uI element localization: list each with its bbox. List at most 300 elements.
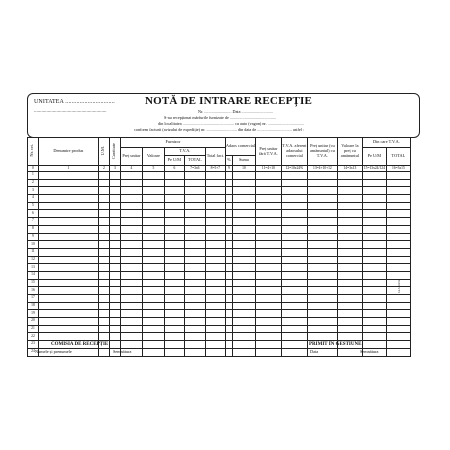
table-cell bbox=[255, 202, 281, 210]
table-cell bbox=[205, 310, 225, 318]
table-cell bbox=[225, 295, 232, 303]
table-cell bbox=[307, 210, 337, 218]
table-cell bbox=[120, 172, 142, 180]
table-cell bbox=[120, 256, 142, 264]
column-number: 1 bbox=[38, 166, 98, 172]
table-cell bbox=[120, 218, 142, 226]
table-cell bbox=[142, 341, 164, 349]
table-cell bbox=[142, 302, 164, 310]
table-cell bbox=[307, 264, 337, 272]
table-cell bbox=[184, 210, 205, 218]
table-cell bbox=[386, 310, 410, 318]
table-cell bbox=[98, 202, 109, 210]
table-cell bbox=[142, 264, 164, 272]
column-number: 9 bbox=[225, 166, 232, 172]
table-cell bbox=[120, 179, 142, 187]
row-number: 15 bbox=[28, 279, 39, 287]
table-cell bbox=[225, 318, 232, 326]
table-cell bbox=[225, 202, 232, 210]
table-row bbox=[28, 302, 411, 310]
table-row bbox=[28, 179, 411, 187]
row-number: 9 bbox=[28, 233, 39, 241]
table-cell bbox=[38, 187, 98, 195]
table-cell bbox=[120, 225, 142, 233]
table-cell bbox=[255, 248, 281, 256]
table-cell bbox=[255, 295, 281, 303]
row-number: 18 bbox=[28, 302, 39, 310]
table-cell bbox=[120, 333, 142, 341]
table-cell bbox=[38, 202, 98, 210]
table-cell bbox=[307, 241, 337, 249]
table-cell bbox=[225, 325, 232, 333]
table-cell bbox=[386, 318, 410, 326]
row-number: 11 bbox=[28, 248, 39, 256]
table-cell bbox=[98, 264, 109, 272]
column-number: 14=3x13 bbox=[337, 166, 362, 172]
table-cell bbox=[184, 348, 205, 356]
row-number: 19 bbox=[28, 310, 39, 318]
table-cell bbox=[337, 333, 362, 341]
table-row bbox=[28, 333, 411, 341]
table-cell bbox=[205, 195, 225, 203]
table-cell bbox=[109, 318, 120, 326]
table-cell bbox=[98, 271, 109, 279]
table-cell bbox=[307, 333, 337, 341]
table-cell bbox=[281, 248, 307, 256]
table-cell bbox=[142, 279, 164, 287]
table-cell bbox=[109, 287, 120, 295]
table-cell bbox=[281, 202, 307, 210]
table-cell bbox=[38, 333, 98, 341]
table-cell bbox=[281, 318, 307, 326]
table-cell bbox=[281, 187, 307, 195]
table-cell bbox=[307, 233, 337, 241]
table-cell bbox=[164, 225, 184, 233]
table-cell bbox=[281, 325, 307, 333]
table-row bbox=[28, 318, 411, 326]
table-cell bbox=[255, 271, 281, 279]
row-number: 12 bbox=[28, 256, 39, 264]
table-cell bbox=[38, 279, 98, 287]
table-cell bbox=[337, 256, 362, 264]
table-cell bbox=[98, 225, 109, 233]
table-cell bbox=[184, 248, 205, 256]
table-cell bbox=[307, 256, 337, 264]
table-cell bbox=[205, 279, 225, 287]
table-cell bbox=[307, 202, 337, 210]
table-cell bbox=[337, 218, 362, 226]
table-cell bbox=[98, 187, 109, 195]
table-row bbox=[28, 233, 411, 241]
table-cell bbox=[184, 341, 205, 349]
header-supplier: Furnizor bbox=[120, 138, 225, 148]
table-cell bbox=[142, 210, 164, 218]
table-cell bbox=[164, 241, 184, 249]
table-cell bbox=[307, 187, 337, 195]
signature-label-1: Semnătura bbox=[113, 349, 132, 354]
table-cell bbox=[205, 271, 225, 279]
table-cell bbox=[337, 279, 362, 287]
table-cell bbox=[38, 302, 98, 310]
table-cell bbox=[307, 218, 337, 226]
header-total-invoice: Total fact. bbox=[205, 148, 225, 166]
table-cell bbox=[184, 310, 205, 318]
table-cell bbox=[362, 187, 386, 195]
row-number: 4 bbox=[28, 195, 39, 203]
table-cell bbox=[225, 187, 232, 195]
table-cell bbox=[337, 172, 362, 180]
table-cell bbox=[205, 241, 225, 249]
table-cell bbox=[205, 325, 225, 333]
table-cell bbox=[386, 225, 410, 233]
table-cell bbox=[120, 202, 142, 210]
table-cell bbox=[164, 179, 184, 187]
table-cell bbox=[337, 202, 362, 210]
table-cell bbox=[337, 310, 362, 318]
table-cell bbox=[109, 241, 120, 249]
table-cell bbox=[38, 256, 98, 264]
table-cell bbox=[184, 172, 205, 180]
table-cell bbox=[232, 341, 255, 349]
table-cell bbox=[281, 348, 307, 356]
header-sum: Suma bbox=[232, 156, 255, 166]
table-cell bbox=[386, 210, 410, 218]
table-row bbox=[28, 225, 411, 233]
table-cell bbox=[225, 341, 232, 349]
row-number: 2 bbox=[28, 179, 39, 187]
table-cell bbox=[255, 333, 281, 341]
header-nr-crt: Nr. crt. bbox=[28, 138, 39, 166]
table-cell bbox=[255, 225, 281, 233]
table-cell bbox=[225, 195, 232, 203]
table-cell bbox=[386, 271, 410, 279]
table-cell bbox=[362, 172, 386, 180]
table-cell bbox=[337, 195, 362, 203]
table-cell bbox=[307, 225, 337, 233]
table-row bbox=[28, 279, 411, 287]
reception-table-wrap bbox=[27, 137, 411, 357]
table-cell bbox=[232, 318, 255, 326]
table-cell bbox=[38, 179, 98, 187]
table-cell bbox=[232, 287, 255, 295]
table-cell bbox=[109, 179, 120, 187]
row-number: 5 bbox=[28, 202, 39, 210]
table-cell bbox=[307, 195, 337, 203]
table-cell bbox=[337, 241, 362, 249]
header-total-2: TOTAL bbox=[386, 148, 410, 166]
table-cell bbox=[98, 348, 109, 356]
table-cell bbox=[337, 318, 362, 326]
header-total: TOTAL bbox=[184, 156, 205, 166]
received-goods-line: S-au recepționat mărfurile furnizate de ............................................ bbox=[164, 115, 276, 120]
table-cell bbox=[164, 325, 184, 333]
table-row bbox=[28, 248, 411, 256]
table-cell bbox=[386, 248, 410, 256]
table-cell bbox=[142, 187, 164, 195]
table-cell bbox=[225, 179, 232, 187]
table-cell bbox=[307, 172, 337, 180]
table-cell bbox=[205, 218, 225, 226]
table-cell bbox=[98, 179, 109, 187]
table-cell bbox=[164, 187, 184, 195]
table-cell bbox=[205, 202, 225, 210]
table-cell bbox=[281, 295, 307, 303]
table-cell bbox=[337, 179, 362, 187]
table-cell bbox=[184, 264, 205, 272]
table-cell bbox=[281, 341, 307, 349]
row-number: 22 bbox=[28, 333, 39, 341]
table-cell bbox=[142, 271, 164, 279]
table-cell bbox=[255, 179, 281, 187]
table-cell bbox=[142, 218, 164, 226]
table-cell bbox=[109, 256, 120, 264]
table-cell bbox=[255, 325, 281, 333]
table-cell bbox=[98, 248, 109, 256]
table-row bbox=[28, 218, 411, 226]
table-cell bbox=[307, 318, 337, 326]
table-row bbox=[28, 172, 411, 180]
table-cell bbox=[184, 271, 205, 279]
form-code: 14-3-1A/A bbox=[397, 280, 401, 294]
column-number: 16=3x15 bbox=[386, 166, 410, 172]
table-cell bbox=[109, 248, 120, 256]
table-cell bbox=[164, 279, 184, 287]
table-cell bbox=[225, 271, 232, 279]
table-cell bbox=[184, 241, 205, 249]
table-cell bbox=[205, 264, 225, 272]
row-number: 6 bbox=[28, 210, 39, 218]
column-number: 0 bbox=[28, 166, 39, 172]
table-cell bbox=[205, 187, 225, 195]
header-vat-markup: T.V.A. aferent adaosului comercial bbox=[281, 138, 307, 166]
table-cell bbox=[255, 318, 281, 326]
table-cell bbox=[98, 287, 109, 295]
table-cell bbox=[337, 295, 362, 303]
header-value: Valoare bbox=[142, 148, 164, 166]
table-cell bbox=[164, 271, 184, 279]
table-cell bbox=[281, 179, 307, 187]
table-cell bbox=[281, 233, 307, 241]
table-cell bbox=[362, 264, 386, 272]
table-cell bbox=[362, 302, 386, 310]
table-cell bbox=[142, 325, 164, 333]
table-cell bbox=[205, 233, 225, 241]
column-number: 8=5+7 bbox=[205, 166, 225, 172]
table-cell bbox=[38, 225, 98, 233]
table-cell bbox=[255, 348, 281, 356]
column-number: 10 bbox=[232, 166, 255, 172]
table-cell bbox=[120, 187, 142, 195]
header-percent: % bbox=[225, 156, 232, 166]
table-cell bbox=[281, 310, 307, 318]
table-cell bbox=[362, 218, 386, 226]
table-cell bbox=[98, 256, 109, 264]
table-cell bbox=[386, 179, 410, 187]
table-cell bbox=[38, 287, 98, 295]
table-cell bbox=[281, 279, 307, 287]
row-number: 8 bbox=[28, 225, 39, 233]
table-cell bbox=[281, 256, 307, 264]
table-row bbox=[28, 256, 411, 264]
table-cell bbox=[337, 233, 362, 241]
table-cell bbox=[164, 348, 184, 356]
table-cell bbox=[184, 218, 205, 226]
table-cell bbox=[232, 195, 255, 203]
table-cell bbox=[164, 233, 184, 241]
table-cell bbox=[98, 218, 109, 226]
table-cell bbox=[232, 233, 255, 241]
table-cell bbox=[255, 264, 281, 272]
table-cell bbox=[164, 310, 184, 318]
table-cell bbox=[184, 302, 205, 310]
table-cell bbox=[164, 287, 184, 295]
table-cell bbox=[109, 333, 120, 341]
header-markup: Adaos comercial bbox=[225, 138, 255, 156]
table-cell bbox=[386, 218, 410, 226]
table-cell bbox=[142, 241, 164, 249]
table-cell bbox=[281, 225, 307, 233]
table-row bbox=[28, 241, 411, 249]
row-number: 3 bbox=[28, 187, 39, 195]
table-cell bbox=[164, 318, 184, 326]
table-cell bbox=[142, 202, 164, 210]
table-cell bbox=[386, 233, 410, 241]
table-cell bbox=[307, 325, 337, 333]
table-cell bbox=[184, 287, 205, 295]
table-cell bbox=[109, 341, 120, 349]
table-cell bbox=[109, 210, 120, 218]
table-cell bbox=[255, 241, 281, 249]
table-cell bbox=[307, 310, 337, 318]
reception-note-form bbox=[27, 93, 420, 354]
table-cell bbox=[142, 348, 164, 356]
table-cell bbox=[38, 310, 98, 318]
table-cell bbox=[232, 271, 255, 279]
row-number: 20 bbox=[28, 318, 39, 326]
table-cell bbox=[255, 172, 281, 180]
table-cell bbox=[232, 279, 255, 287]
table-cell bbox=[38, 271, 98, 279]
table-cell bbox=[205, 287, 225, 295]
column-number: 4 bbox=[120, 166, 142, 172]
table-cell bbox=[281, 218, 307, 226]
table-cell bbox=[232, 179, 255, 187]
table-cell bbox=[225, 302, 232, 310]
table-cell bbox=[98, 333, 109, 341]
table-cell bbox=[232, 302, 255, 310]
header-price-no-vat: Preț unitar fără T.V.A. bbox=[255, 138, 281, 166]
header-quantity: Cantitate bbox=[109, 138, 120, 166]
table-cell bbox=[38, 325, 98, 333]
table-cell bbox=[232, 187, 255, 195]
table-cell bbox=[225, 233, 232, 241]
table-cell bbox=[142, 318, 164, 326]
table-cell bbox=[164, 210, 184, 218]
table-cell bbox=[120, 271, 142, 279]
table-cell bbox=[38, 210, 98, 218]
table-cell bbox=[362, 287, 386, 295]
table-cell bbox=[225, 256, 232, 264]
table-cell bbox=[281, 195, 307, 203]
table-cell bbox=[337, 348, 362, 356]
row-number: 23 bbox=[28, 341, 39, 349]
table-cell bbox=[337, 271, 362, 279]
row-number: 17 bbox=[28, 295, 39, 303]
table-cell bbox=[164, 195, 184, 203]
table-cell bbox=[362, 210, 386, 218]
table-cell bbox=[109, 218, 120, 226]
table-cell bbox=[164, 218, 184, 226]
table-cell bbox=[362, 310, 386, 318]
table-cell bbox=[225, 225, 232, 233]
table-cell bbox=[255, 210, 281, 218]
table-cell bbox=[38, 195, 98, 203]
table-cell bbox=[142, 310, 164, 318]
table-row bbox=[28, 202, 411, 210]
table-cell bbox=[98, 279, 109, 287]
table-cell bbox=[225, 241, 232, 249]
table-cell bbox=[98, 310, 109, 318]
table-cell bbox=[225, 348, 232, 356]
table-cell bbox=[386, 325, 410, 333]
table-cell bbox=[362, 233, 386, 241]
header-unit-price: Preț unitar bbox=[120, 148, 142, 166]
table-cell bbox=[232, 172, 255, 180]
table-cell bbox=[120, 248, 142, 256]
table-cell bbox=[362, 333, 386, 341]
table-cell bbox=[184, 325, 205, 333]
table-cell bbox=[362, 241, 386, 249]
table-cell bbox=[184, 295, 205, 303]
table-cell bbox=[142, 287, 164, 295]
table-cell bbox=[362, 202, 386, 210]
header-um: U.M. bbox=[98, 138, 109, 166]
table-cell bbox=[225, 333, 232, 341]
table-cell bbox=[281, 287, 307, 295]
table-cell bbox=[232, 310, 255, 318]
table-cell bbox=[225, 218, 232, 226]
row-number: 7 bbox=[28, 218, 39, 226]
table-cell bbox=[38, 218, 98, 226]
header-product-name: Denumire produs bbox=[38, 138, 98, 166]
table-cell bbox=[255, 218, 281, 226]
table-cell bbox=[362, 195, 386, 203]
table-cell bbox=[109, 295, 120, 303]
signature-label-2: Semnătura bbox=[360, 349, 379, 354]
table-cell bbox=[205, 295, 225, 303]
table-cell bbox=[225, 279, 232, 287]
table-cell bbox=[38, 295, 98, 303]
column-number: 15=13x24/124 bbox=[363, 165, 385, 170]
table-cell bbox=[225, 248, 232, 256]
table-cell bbox=[109, 225, 120, 233]
table-cell bbox=[225, 172, 232, 180]
commission-title: COMISIA DE RECEPȚIE bbox=[51, 342, 109, 347]
table-cell bbox=[184, 179, 205, 187]
table-cell bbox=[142, 295, 164, 303]
header-retail-value: Valoare la preț cu amănuntul bbox=[337, 138, 362, 166]
table-cell bbox=[98, 295, 109, 303]
table-cell bbox=[120, 233, 142, 241]
table-cell bbox=[281, 241, 307, 249]
table-cell bbox=[307, 179, 337, 187]
table-cell bbox=[120, 302, 142, 310]
table-cell bbox=[232, 202, 255, 210]
table-cell bbox=[281, 172, 307, 180]
table-row bbox=[28, 195, 411, 203]
table-cell bbox=[142, 172, 164, 180]
table-cell bbox=[184, 333, 205, 341]
